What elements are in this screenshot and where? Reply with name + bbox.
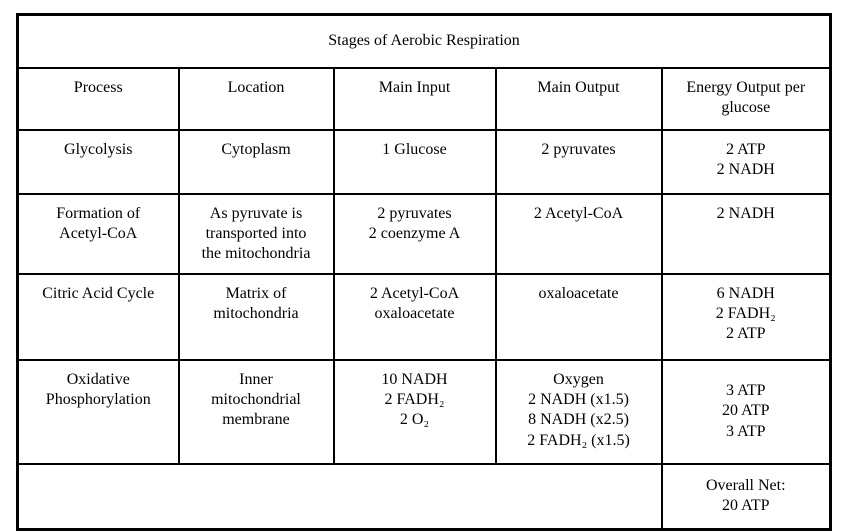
cell-line: 8 NADH (x2.5) [528,411,629,429]
cell-line: 2 Acetyl-CoA [533,204,624,222]
cell-line: Glycolysis [64,140,133,158]
cell-line: 2 ATP [725,325,766,343]
column-header-process: Process [18,68,179,130]
table-cell [496,274,662,360]
cell-line: the mitochondria [201,245,311,263]
cell-line: 2 coenzyme A [368,224,461,242]
table-cell [662,360,831,464]
cell-line: 2 NADH (x1.5) [528,390,629,408]
cell-line: Citric Acid Cycle [42,284,155,302]
cell-line: mitochondrial [211,390,301,408]
cell-line: Oxidative [66,370,130,388]
column-header-main-input: Main Input [334,68,496,130]
cell-line: 2 pyruvates [377,204,452,222]
table-cell [334,274,496,360]
cell-line: 3 ATP [725,422,766,440]
cell-line: oxaloacetate [538,284,619,302]
table-cell [18,360,179,464]
cell-line: 1 Glucose [382,140,447,158]
cell-line: 6 NADH [716,284,775,302]
table-cell [179,130,334,194]
cell-line: 2 ATP [725,140,766,158]
column-header-energy-output: Energy Output per glucose [662,68,831,130]
table-cell [179,360,334,464]
overall-net-cell [662,464,831,530]
cell-line: Oxygen [553,370,604,388]
table-footer-row [18,464,831,530]
table-cell [334,194,496,274]
footer-empty-cell [18,464,662,530]
table-foot [18,464,831,530]
cell-line: 20 ATP [721,402,770,420]
cell-line: Phosphorylation [45,390,151,408]
overall-net-value: 20 ATP [721,497,770,515]
cell-line: Formation of [56,204,141,222]
cell-line: 2 NADH [716,204,775,222]
table-cell [179,274,334,360]
table-cell [18,194,179,274]
cell-line: 2 FADH₂ [384,390,445,408]
table-row [18,360,831,464]
table-title-row [18,15,831,68]
overall-net-label: Overall Net: [705,476,786,494]
table-row [18,130,831,194]
table-cell [334,130,496,194]
table-cell [334,360,496,464]
column-header-location: Location [179,68,334,130]
table-cell [18,130,179,194]
cell-line: Matrix of [225,284,287,302]
table-header-row [18,68,831,130]
cell-line: 2 FADH₂ (x1.5) [527,431,630,449]
cell-line: oxaloacetate [374,304,455,322]
table-cell [662,274,831,360]
table-cell [18,274,179,360]
table-cell [496,194,662,274]
aerobic-respiration-table [16,13,832,531]
table-row [18,194,831,274]
table-cell [496,130,662,194]
table-cell [179,194,334,274]
cell-line: 2 NADH [716,160,775,178]
column-header-main-output: Main Output [496,68,662,130]
table-body [18,130,831,464]
table-cell [662,194,831,274]
cell-line: 2 pyruvates [541,140,616,158]
cell-line: 2 O₂ [399,411,430,429]
table-title: Stages of Aerobic Respiration [18,15,831,68]
table-row [18,274,831,360]
table-cell [496,360,662,464]
cell-line: 3 ATP [725,381,766,399]
cell-line: Acetyl-CoA [59,224,138,242]
cell-line: 10 NADH [381,370,448,388]
cell-line: Inner [239,370,273,388]
cell-line: As pyruvate is [209,204,303,222]
cell-line: transported into [205,224,307,242]
cell-line: membrane [222,411,290,429]
table-cell [662,130,831,194]
cell-line: mitochondria [213,304,299,322]
table-head [18,15,831,130]
cell-line: 2 Acetyl-CoA [369,284,460,302]
cell-line: Cytoplasm [221,140,291,158]
cell-line: 2 FADH₂ [715,304,776,322]
